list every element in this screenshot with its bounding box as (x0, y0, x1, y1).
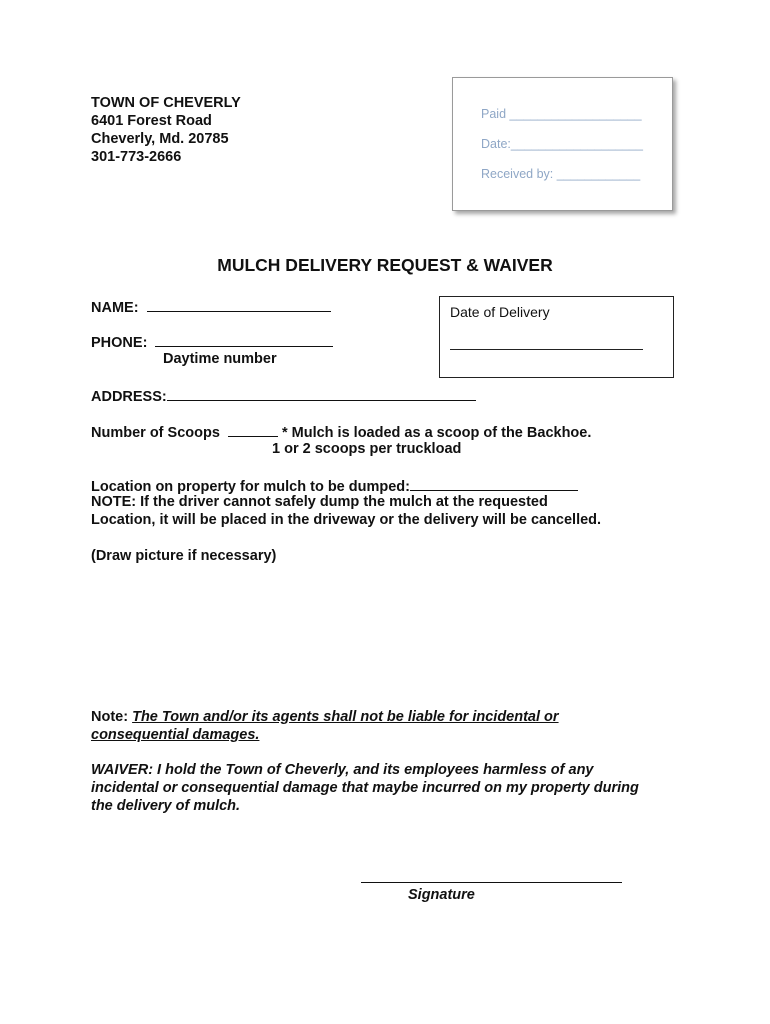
location-note-line-2: Location, it will be placed in the driveway or the delivery will be cancelled. (91, 512, 602, 528)
date-of-delivery-input-line[interactable] (450, 349, 643, 350)
org-street: 6401 Forest Road (91, 113, 212, 129)
org-city: Cheverly, Md. 20785 (91, 131, 229, 147)
daytime-note: Daytime number (163, 351, 277, 367)
page-title: MULCH DELIVERY REQUEST & WAIVER (217, 255, 553, 275)
location-note-line-1: NOTE: If the driver cannot safely dump the mulch at the requested (91, 494, 548, 510)
scoops-input-line[interactable] (228, 422, 278, 437)
office-date-field[interactable]: Date:___________________ (481, 137, 643, 151)
org-phone: 301-773-2666 (91, 149, 182, 165)
date-of-delivery-box (439, 296, 674, 378)
address-input-line[interactable] (167, 386, 476, 401)
waiver-line-1: WAIVER: I hold the Town of Cheverly, and its employees harmless of any (91, 762, 594, 778)
liability-note (91, 708, 691, 744)
waiver-line-2: incidental or consequential damage that maybe incurred on my property during (91, 780, 639, 796)
scoops-note: * Mulch is loaded as a scoop of the Backhoe. (281, 425, 592, 441)
location-input-line[interactable] (410, 476, 578, 491)
drawing-area[interactable] (91, 570, 671, 695)
paid-field[interactable]: Paid ___________________ (481, 107, 642, 121)
location-label: Location on property for mulch to be dumped: (91, 479, 410, 495)
waiver-line-3: the delivery of mulch. (91, 798, 241, 814)
liability-text-1: The Town and/or its agents shall not be liable for incidental or (132, 709, 559, 725)
signature-line[interactable] (361, 882, 622, 883)
name-label: NAME: (91, 300, 139, 316)
liability-prefix: Note: (91, 709, 133, 725)
name-input-line[interactable] (147, 297, 331, 312)
scoops-label: Number of Scoops (91, 425, 220, 441)
organization-address-block (91, 94, 241, 166)
scoops-row (91, 422, 591, 442)
phone-row (91, 332, 333, 352)
waiver-block (91, 761, 731, 815)
draw-picture-note: (Draw picture if necessary) (91, 548, 277, 564)
scoops-per-truckload: 1 or 2 scoops per truckload (272, 441, 462, 457)
name-row (91, 297, 331, 317)
signature-label: Signature (408, 887, 475, 903)
office-use-box (452, 77, 673, 211)
phone-label: PHONE: (91, 335, 148, 351)
address-label: ADDRESS: (91, 389, 167, 405)
org-name: TOWN OF CHEVERLY (91, 95, 241, 111)
address-row (91, 386, 476, 406)
liability-text-2: consequential damages. (91, 727, 260, 743)
date-of-delivery-label: Date of Delivery (450, 304, 550, 320)
phone-input-line[interactable] (155, 332, 333, 347)
received-by-field[interactable]: Received by: ____________ (481, 167, 641, 181)
